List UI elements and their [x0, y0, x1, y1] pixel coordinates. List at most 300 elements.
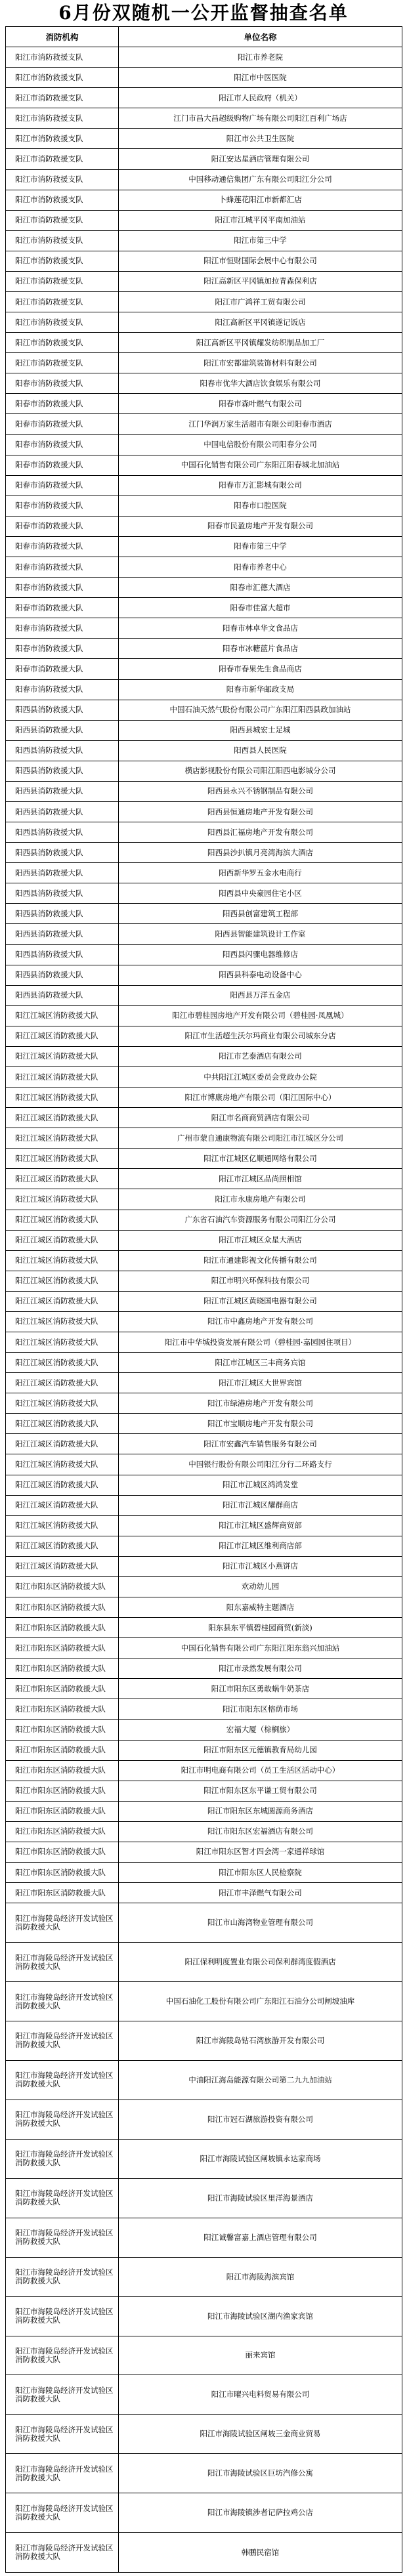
- table-row: [6, 2218, 402, 2257]
- table-row: [6, 1576, 402, 1597]
- agency-cell: 阳江市海陵岛经济开发试验区消防救援大队: [6, 2060, 119, 2100]
- unit-name-cell: 宏福大厦（棕榈旅）: [119, 1720, 402, 1740]
- agency-cell: 阳江江城区消防救援大队: [6, 1108, 119, 1128]
- agency-cell: 阳江市阳东区消防救援大队: [6, 1576, 119, 1597]
- agency-cell: 阳江江城区消防救援大队: [6, 1373, 119, 1393]
- table-row: [6, 210, 402, 230]
- unit-name-cell: 欢动幼儿园: [119, 1576, 402, 1597]
- unit-name-cell: 阳江市江城区大世界宾馆: [119, 1373, 402, 1393]
- inspection-list-table: [5, 26, 402, 2573]
- table-row: [6, 2060, 402, 2100]
- table-row: [6, 863, 402, 883]
- table-row: [6, 1679, 402, 1699]
- unit-name-cell: 阳西县闪骤电器维修店: [119, 944, 402, 965]
- unit-name-cell: 江门市昌大昌超级购物广场有限公司阳江百利广场店: [119, 108, 402, 129]
- agency-cell: 阳春市消防救援大队: [6, 536, 119, 557]
- agency-cell: 阳江市阳东区消防救援大队: [6, 1597, 119, 1618]
- agency-cell: 阳西县消防救援大队: [6, 822, 119, 843]
- unit-name-cell: 江门华润万家生活超市有限公司阳春市酒店: [119, 414, 402, 434]
- agency-cell: 阳江市消防救援支队: [6, 333, 119, 353]
- table-row: [6, 108, 402, 129]
- agency-cell: 阳春市消防救援大队: [6, 475, 119, 496]
- unit-name-cell: 阳江市博康房地产有限公司（阳江国际中心）: [119, 1087, 402, 1108]
- agency-cell: 阳江江城区消防救援大队: [6, 1210, 119, 1230]
- agency-cell: 阳江江城区消防救援大队: [6, 1311, 119, 1332]
- table-header-row: [6, 27, 402, 47]
- unit-name-cell: 阳江市山海湾物业管理有限公司: [119, 1903, 402, 1943]
- unit-name-cell: 阳江市江城区盛辉商贸部: [119, 1515, 402, 1536]
- table-row: [6, 1087, 402, 1108]
- unit-name-cell: 卜蜂莲花阳江市新都汇店: [119, 190, 402, 210]
- unit-name-cell: 阳江市江城区众星大酒店: [119, 1230, 402, 1250]
- agency-cell: 阳西县消防救援大队: [6, 761, 119, 781]
- table-row: [6, 1821, 402, 1842]
- table-row: [6, 1515, 402, 1536]
- table-row: [6, 271, 402, 291]
- table-row: [6, 1271, 402, 1291]
- unit-name-cell: 中国石油化工股份有限公司广东阳江石油分公司闸坡油库: [119, 1982, 402, 2021]
- agency-cell: 阳江江城区消防救援大队: [6, 1046, 119, 1066]
- table-row: [6, 1210, 402, 1230]
- agency-cell: 阳江市消防救援支队: [6, 210, 119, 230]
- unit-name-cell: 阳江市阳东区东平谦工贸有限公司: [119, 1781, 402, 1801]
- agency-cell: 阳江市海陵岛经济开发试验区消防救援大队: [6, 2336, 119, 2375]
- column-header-unit: 单位名称: [119, 27, 402, 47]
- unit-name-cell: 阳西县智能建筑设计工作室: [119, 924, 402, 944]
- table-row: [6, 536, 402, 557]
- agency-cell: 阳春市消防救援大队: [6, 639, 119, 659]
- agency-cell: 阳江江城区消防救援大队: [6, 1149, 119, 1169]
- table-row: [6, 1291, 402, 1311]
- agency-cell: 阳江市阳东区消防救援大队: [6, 1638, 119, 1658]
- table-row: [6, 1618, 402, 1638]
- table-row: [6, 251, 402, 271]
- table-row: [6, 700, 402, 720]
- unit-name-cell: 阳江市明兴环保科技有限公司: [119, 1271, 402, 1291]
- unit-name-cell: 阳江市宏都建筑装饰材料有限公司: [119, 353, 402, 373]
- unit-name-cell: 阳江市冠石湖旅游投资有限公司: [119, 2100, 402, 2139]
- unit-name-cell: 中国石化销售有限公司广东阳江阳东翁兴加油站: [119, 1638, 402, 1658]
- agency-cell: 阳西县消防救援大队: [6, 965, 119, 985]
- agency-cell: 阳江市海陵岛经济开发试验区消防救援大队: [6, 1903, 119, 1943]
- table-row: [6, 129, 402, 149]
- agency-cell: 阳江市阳东区消防救援大队: [6, 1760, 119, 1781]
- agency-cell: 阳春市消防救援大队: [6, 659, 119, 679]
- table-row: [6, 1189, 402, 1210]
- table-row: [6, 1311, 402, 1332]
- unit-name-cell: 阳江市恒财国际会展中心有限公司: [119, 251, 402, 271]
- unit-name-cell: 阳西县永兴不锈钢制品有限公司: [119, 781, 402, 801]
- table-row: [6, 679, 402, 700]
- table-row: [6, 190, 402, 210]
- unit-name-cell: 中国石油天然气股份有限公司广东阳江阳西县政加油站: [119, 700, 402, 720]
- agency-cell: 阳春市消防救援大队: [6, 516, 119, 536]
- agency-cell: 阳春市消防救援大队: [6, 598, 119, 618]
- table-row: [6, 1250, 402, 1271]
- table-row: [6, 2493, 402, 2533]
- agency-cell: 阳西县消防救援大队: [6, 720, 119, 740]
- table-row: [6, 1760, 402, 1781]
- unit-name-cell: 阳春市春果先生食品商店: [119, 659, 402, 679]
- table-row: [6, 414, 402, 434]
- table-row: [6, 2454, 402, 2493]
- unit-name-cell: 阳江市海陵试验区湖内渔家宾馆: [119, 2296, 402, 2336]
- unit-name-cell: 阳东嘉威特主题酒店: [119, 1597, 402, 1618]
- unit-name-cell: 阳春市林卓华文食品店: [119, 618, 402, 639]
- agency-cell: 阳春市消防救援大队: [6, 394, 119, 414]
- agency-cell: 阳西县消防救援大队: [6, 801, 119, 822]
- unit-name-cell: 阳春市民盈房地产开发有限公司: [119, 516, 402, 536]
- unit-name-cell: 阳江诚馨富嘉上酒店管理有限公司: [119, 2218, 402, 2257]
- unit-name-cell: 横店影视股份有限公司阳江阳西电影城分公司: [119, 761, 402, 781]
- agency-cell: 阳江市海陵岛经济开发试验区消防救援大队: [6, 1982, 119, 2021]
- unit-name-cell: 广东省石油汽车资源服务有限公司阳江分公司: [119, 1210, 402, 1230]
- table-row: [6, 1720, 402, 1740]
- unit-name-cell: 中国石化销售有限公司广东阳江阳春城北加油站: [119, 455, 402, 475]
- unit-name-cell: 阳西县创富建筑工程部: [119, 904, 402, 924]
- agency-cell: 阳春市消防救援大队: [6, 496, 119, 516]
- table-row: [6, 1781, 402, 1801]
- agency-cell: 阳江市海陵岛经济开发试验区消防救援大队: [6, 2493, 119, 2533]
- table-row: [6, 1005, 402, 1026]
- unit-name-cell: 阳江市人民政府（机关）: [119, 88, 402, 108]
- unit-name-cell: 阳江市海陵岛钻石湾旅游开发有限公司: [119, 2021, 402, 2061]
- table-row: [6, 740, 402, 761]
- unit-name-cell: 阳江高新区平冈镇加拉青森保利店: [119, 271, 402, 291]
- agency-cell: 阳江市阳东区消防救援大队: [6, 1679, 119, 1699]
- table-row: [6, 1434, 402, 1454]
- agency-cell: 阳江江城区消防救援大队: [6, 1393, 119, 1414]
- unit-name-cell: 阳春市万汇影城有限公司: [119, 475, 402, 496]
- table-row: [6, 2139, 402, 2178]
- unit-name-cell: 阳江市中华城投资发展有限公司（碧桂园·嘉园园住项目）: [119, 1332, 402, 1353]
- unit-name-cell: 阳江市阳东区人民检察院: [119, 1863, 402, 1883]
- agency-cell: 阳江市消防救援支队: [6, 353, 119, 373]
- unit-name-cell: 阳江市江城区品尚照相馆: [119, 1169, 402, 1189]
- agency-cell: 阳江市阳东区消防救援大队: [6, 1699, 119, 1720]
- unit-name-cell: 阳东县东平镇碧桂园商贸(新淡): [119, 1618, 402, 1638]
- table-row: [6, 47, 402, 68]
- table-row: [6, 843, 402, 863]
- agency-cell: 阳春市消防救援大队: [6, 578, 119, 598]
- agency-cell: 阳西县消防救援大队: [6, 985, 119, 1005]
- unit-name-cell: 阳江市碧桂园房地产开发有限公司（碧桂园·凤凰城）: [119, 1005, 402, 1026]
- agency-cell: 阳江江城区消防救援大队: [6, 1087, 119, 1108]
- agency-cell: 阳江江城区消防救援大队: [6, 1291, 119, 1311]
- unit-name-cell: 阳江市海陵试验区闸坡镇永达家商场: [119, 2139, 402, 2178]
- unit-name-cell: 阳江市阳东区元德镇教育局幼儿园: [119, 1740, 402, 1760]
- unit-name-cell: 阳西县城宏士足城: [119, 720, 402, 740]
- table-row: [6, 2178, 402, 2218]
- agency-cell: 阳江市海陵岛经济开发试验区消防救援大队: [6, 2139, 119, 2178]
- table-row: [6, 1414, 402, 1434]
- table-row: [6, 883, 402, 904]
- table-row: [6, 1943, 402, 1982]
- table-row: [6, 1373, 402, 1393]
- table-body: [6, 27, 402, 2573]
- unit-name-cell: 阳江市中医医院: [119, 68, 402, 88]
- unit-name-cell: 阳江安达星酒店管理有限公司: [119, 149, 402, 169]
- table-row: [6, 904, 402, 924]
- unit-name-cell: 中油阳江海岛能源有限公司第二九九加油站: [119, 2060, 402, 2100]
- table-row: [6, 1230, 402, 1250]
- agency-cell: 阳江市阳东区消防救援大队: [6, 1618, 119, 1638]
- unit-name-cell: 阳江市江城区鸿鸿发堂: [119, 1475, 402, 1495]
- agency-cell: 阳江江城区消防救援大队: [6, 1066, 119, 1087]
- agency-cell: 阳江市海陵岛经济开发试验区消防救援大队: [6, 2257, 119, 2296]
- table-row: [6, 68, 402, 88]
- agency-cell: 阳江市消防救援支队: [6, 47, 119, 68]
- unit-name-cell: 阳春市养老中心: [119, 557, 402, 578]
- agency-cell: 阳西县消防救援大队: [6, 863, 119, 883]
- agency-cell: 阳江江城区消防救援大队: [6, 1005, 119, 1026]
- table-row: [6, 353, 402, 373]
- agency-cell: 阳江市阳东区消防救援大队: [6, 1720, 119, 1740]
- unit-name-cell: 阳江市江城区小燕饼店: [119, 1556, 402, 1576]
- table-row: [6, 1475, 402, 1495]
- table-row: [6, 639, 402, 659]
- table-row: [6, 1597, 402, 1618]
- unit-name-cell: 阳江市宝顺房地产开发有限公司: [119, 1414, 402, 1434]
- unit-name-cell: 阳西县科泰电动设备中心: [119, 965, 402, 985]
- agency-cell: 阳江市海陵岛经济开发试验区消防救援大队: [6, 2375, 119, 2415]
- table-row: [6, 965, 402, 985]
- table-row: [6, 1066, 402, 1087]
- table-row: [6, 1128, 402, 1149]
- unit-name-cell: 阳江市阳东区勇敢蜗牛奶茶店: [119, 1679, 402, 1699]
- agency-cell: 阳江市消防救援支队: [6, 149, 119, 169]
- table-row: [6, 1556, 402, 1576]
- agency-cell: 阳江市阳东区消防救援大队: [6, 1740, 119, 1760]
- agency-cell: 阳江市海陵岛经济开发试验区消防救援大队: [6, 2533, 119, 2573]
- unit-name-cell: 阳江市宏鑫汽车销售服务有限公司: [119, 1434, 402, 1454]
- unit-name-cell: 阳西县万洋五金店: [119, 985, 402, 1005]
- table-row: [6, 312, 402, 333]
- unit-name-cell: 阳江市绿港房地产开发有限公司: [119, 1393, 402, 1414]
- unit-name-cell: 阳春市第三中学: [119, 536, 402, 557]
- agency-cell: 阳江市消防救援支队: [6, 190, 119, 210]
- agency-cell: 阳江江城区消防救援大队: [6, 1515, 119, 1536]
- table-row: [6, 1149, 402, 1169]
- agency-cell: 阳江市消防救援支队: [6, 251, 119, 271]
- agency-cell: 阳春市消防救援大队: [6, 434, 119, 455]
- agency-cell: 阳江市海陵岛经济开发试验区消防救援大队: [6, 2454, 119, 2493]
- agency-cell: 阳江市消防救援支队: [6, 108, 119, 129]
- unit-name-cell: 阳西县恒通房地产开发有限公司: [119, 801, 402, 822]
- agency-cell: 阳江市阳东区消防救援大队: [6, 1821, 119, 1842]
- agency-cell: 阳江江城区消防救援大队: [6, 1536, 119, 1556]
- unit-name-cell: 广州市蒙自通康物流有限公司阳江市江城区分公司: [119, 1128, 402, 1149]
- table-row: [6, 618, 402, 639]
- agency-cell: 阳春市消防救援大队: [6, 679, 119, 700]
- unit-name-cell: 阳江市名商商贸酒店有限公司: [119, 1108, 402, 1128]
- table-row: [6, 1982, 402, 2021]
- table-row: [6, 230, 402, 251]
- agency-cell: 阳春市消防救援大队: [6, 414, 119, 434]
- unit-name-cell: 阳西县汇福房地产开发有限公司: [119, 822, 402, 843]
- agency-cell: 阳江市消防救援支队: [6, 129, 119, 149]
- table-row: [6, 822, 402, 843]
- unit-name-cell: 阳江市阳东区智才四会湾一家通祥球馆: [119, 1842, 402, 1862]
- unit-name-cell: 阳江市明电商有限公司（员工生活区活动中心）: [119, 1760, 402, 1781]
- agency-cell: 阳江市海陵岛经济开发试验区消防救援大队: [6, 2021, 119, 2061]
- unit-name-cell: 中共阳江江城区委员会党政办公院: [119, 1066, 402, 1087]
- unit-name-cell: 阳西县人民医院: [119, 740, 402, 761]
- table-row: [6, 333, 402, 353]
- agency-cell: 阳西县消防救援大队: [6, 904, 119, 924]
- unit-name-cell: 阳江市海陵试验区巨坊汽修公寓: [119, 2454, 402, 2493]
- table-row: [6, 1863, 402, 1883]
- table-row: [6, 1740, 402, 1760]
- unit-name-cell: 阳江市广鸿祥工贸有限公司: [119, 292, 402, 312]
- table-row: [6, 1842, 402, 1862]
- unit-name-cell: 阳江市阳东区东城圆源商务酒店: [119, 1801, 402, 1821]
- column-header-agency: 消防机构: [6, 27, 119, 47]
- agency-cell: 阳西县消防救援大队: [6, 843, 119, 863]
- table-row: [6, 801, 402, 822]
- table-row: [6, 944, 402, 965]
- unit-name-cell: 阳江市江城区维利商店部: [119, 1536, 402, 1556]
- unit-name-cell: 阳春市佳富大超市: [119, 598, 402, 618]
- table-row: [6, 761, 402, 781]
- agency-cell: 阳江市阳东区消防救援大队: [6, 1658, 119, 1679]
- unit-name-cell: 阳江市中鑫房地产开发有限公司: [119, 1311, 402, 1332]
- unit-name-cell: 阳春市冰糖蓝片食品店: [119, 639, 402, 659]
- table-row: [6, 516, 402, 536]
- table-row: [6, 2375, 402, 2415]
- agency-cell: 阳江市海陵岛经济开发试验区消防救援大队: [6, 2415, 119, 2454]
- unit-name-cell: 阳江市生活超生沃尔玛商业有限公司城东分店: [119, 1026, 402, 1046]
- table-row: [6, 1026, 402, 1046]
- table-row: [6, 1801, 402, 1821]
- table-row: [6, 1903, 402, 1943]
- agency-cell: 阳江市消防救援支队: [6, 68, 119, 88]
- agency-cell: 阳春市消防救援大队: [6, 455, 119, 475]
- table-row: [6, 598, 402, 618]
- table-row: [6, 1108, 402, 1128]
- agency-cell: 阳江江城区消防救援大队: [6, 1271, 119, 1291]
- unit-name-cell: 阳江市江城平冈平南加油站: [119, 210, 402, 230]
- table-row: [6, 88, 402, 108]
- agency-cell: 阳江江城区消防救援大队: [6, 1332, 119, 1353]
- agency-cell: 阳江市海陵岛经济开发试验区消防救援大队: [6, 1943, 119, 1982]
- unit-name-cell: 中国移动通信集团广东有限公司阳江分公司: [119, 169, 402, 190]
- table-row: [6, 659, 402, 679]
- unit-name-cell: 阳江市通建影视文化传播有限公司: [119, 1250, 402, 1271]
- table-row: [6, 557, 402, 578]
- agency-cell: 阳江市阳东区消防救援大队: [6, 1842, 119, 1862]
- table-row: [6, 1393, 402, 1414]
- table-row: [6, 455, 402, 475]
- unit-name-cell: 阳江市海陵镇涉者记萨拉鸡公店: [119, 2493, 402, 2533]
- unit-name-cell: 阳江市录然发展有限公司: [119, 1658, 402, 1679]
- unit-name-cell: 韩鹏民宿馆: [119, 2533, 402, 2573]
- agency-cell: 阳江市消防救援支队: [6, 169, 119, 190]
- unit-name-cell: 阳春市优华大酒店饮食娱乐有限公司: [119, 373, 402, 394]
- unit-name-cell: 阳江市丰泽燃气有限公司: [119, 1883, 402, 1903]
- table-row: [6, 1536, 402, 1556]
- unit-name-cell: 阳春市新华邮政支局: [119, 679, 402, 700]
- agency-cell: 阳西县消防救援大队: [6, 883, 119, 904]
- table-row: [6, 2296, 402, 2336]
- table-row: [6, 1332, 402, 1353]
- table-row: [6, 475, 402, 496]
- agency-cell: 阳江市阳东区消防救援大队: [6, 1781, 119, 1801]
- agency-cell: 阳西县消防救援大队: [6, 700, 119, 720]
- agency-cell: 阳西县消防救援大队: [6, 944, 119, 965]
- unit-name-cell: 阳江高新区平冈镇耀发纺织制品加工厂: [119, 333, 402, 353]
- agency-cell: 阳江江城区消防救援大队: [6, 1475, 119, 1495]
- table-row: [6, 373, 402, 394]
- unit-name-cell: 阳江高新区平冈镇遂记饭店: [119, 312, 402, 333]
- agency-cell: 阳江市海陵岛经济开发试验区消防救援大队: [6, 2100, 119, 2139]
- unit-name-cell: 阳江市海陵试验区里洋海景酒店: [119, 2178, 402, 2218]
- table-row: [6, 149, 402, 169]
- agency-cell: 阳江江城区消防救援大队: [6, 1026, 119, 1046]
- agency-cell: 阳江江城区消防救援大队: [6, 1230, 119, 1250]
- agency-cell: 阳江市消防救援支队: [6, 88, 119, 108]
- agency-cell: 阳江市消防救援支队: [6, 271, 119, 291]
- unit-name-cell: 阳江市养老院: [119, 47, 402, 68]
- unit-name-cell: 阳春市森叶燃气有限公司: [119, 394, 402, 414]
- agency-cell: 阳江江城区消防救援大队: [6, 1495, 119, 1515]
- unit-name-cell: 阳江市海陵海滨宾馆: [119, 2257, 402, 2296]
- table-row: [6, 578, 402, 598]
- table-row: [6, 1454, 402, 1475]
- unit-name-cell: 阳江市江城区黄晓国电器有限公司: [119, 1291, 402, 1311]
- unit-name-cell: 阳江市江城区亿顺通网络有限公司: [119, 1149, 402, 1169]
- table-row: [6, 169, 402, 190]
- table-row: [6, 1638, 402, 1658]
- agency-cell: 阳江市阳东区消防救援大队: [6, 1883, 119, 1903]
- table-row: [6, 720, 402, 740]
- unit-name-cell: 阳江保利明度置业有限公司保利群湾度假酒店: [119, 1943, 402, 1982]
- table-row: [6, 2415, 402, 2454]
- table-row: [6, 985, 402, 1005]
- unit-name-cell: 中国银行股份有限公司阳江分行二环路支行: [119, 1454, 402, 1475]
- agency-cell: 阳江市阳东区消防救援大队: [6, 1801, 119, 1821]
- agency-cell: 阳江市消防救援支队: [6, 312, 119, 333]
- table-row: [6, 1883, 402, 1903]
- agency-cell: 阳春市消防救援大队: [6, 557, 119, 578]
- agency-cell: 阳江江城区消防救援大队: [6, 1169, 119, 1189]
- unit-name-cell: 阳江市曜兴电料贸易有限公司: [119, 2375, 402, 2415]
- agency-cell: 阳江江城区消防救援大队: [6, 1454, 119, 1475]
- unit-name-cell: 阳春市口腔医院: [119, 496, 402, 516]
- agency-cell: 阳江江城区消防救援大队: [6, 1353, 119, 1373]
- unit-name-cell: 阳江市江城区耀群商店: [119, 1495, 402, 1515]
- unit-name-cell: 阳江市永康房地产有限公司: [119, 1189, 402, 1210]
- table-row: [6, 292, 402, 312]
- agency-cell: 阳西县消防救援大队: [6, 781, 119, 801]
- agency-cell: 阳春市消防救援大队: [6, 618, 119, 639]
- unit-name-cell: 阳江市艺泰酒店有限公司: [119, 1046, 402, 1066]
- unit-name-cell: 阳江市第三中学: [119, 230, 402, 251]
- agency-cell: 阳江市阳东区消防救援大队: [6, 1863, 119, 1883]
- unit-name-cell: 阳江市公共卫生医院: [119, 129, 402, 149]
- table-row: [6, 1658, 402, 1679]
- unit-name-cell: 中国电信股份有限公司阳春分公司: [119, 434, 402, 455]
- table-row: [6, 2257, 402, 2296]
- unit-name-cell: 阳西县中央豪园住宅小区: [119, 883, 402, 904]
- agency-cell: 阳江江城区消防救援大队: [6, 1414, 119, 1434]
- table-row: [6, 1495, 402, 1515]
- agency-cell: 阳西县消防救援大队: [6, 740, 119, 761]
- unit-name-cell: 阳江市海陵试验区闸坡三金商业贸易: [119, 2415, 402, 2454]
- agency-cell: 阳江市消防救援支队: [6, 292, 119, 312]
- unit-name-cell: 阳西县沙扒镇月亮湾海滨大酒店: [119, 843, 402, 863]
- table-row: [6, 1169, 402, 1189]
